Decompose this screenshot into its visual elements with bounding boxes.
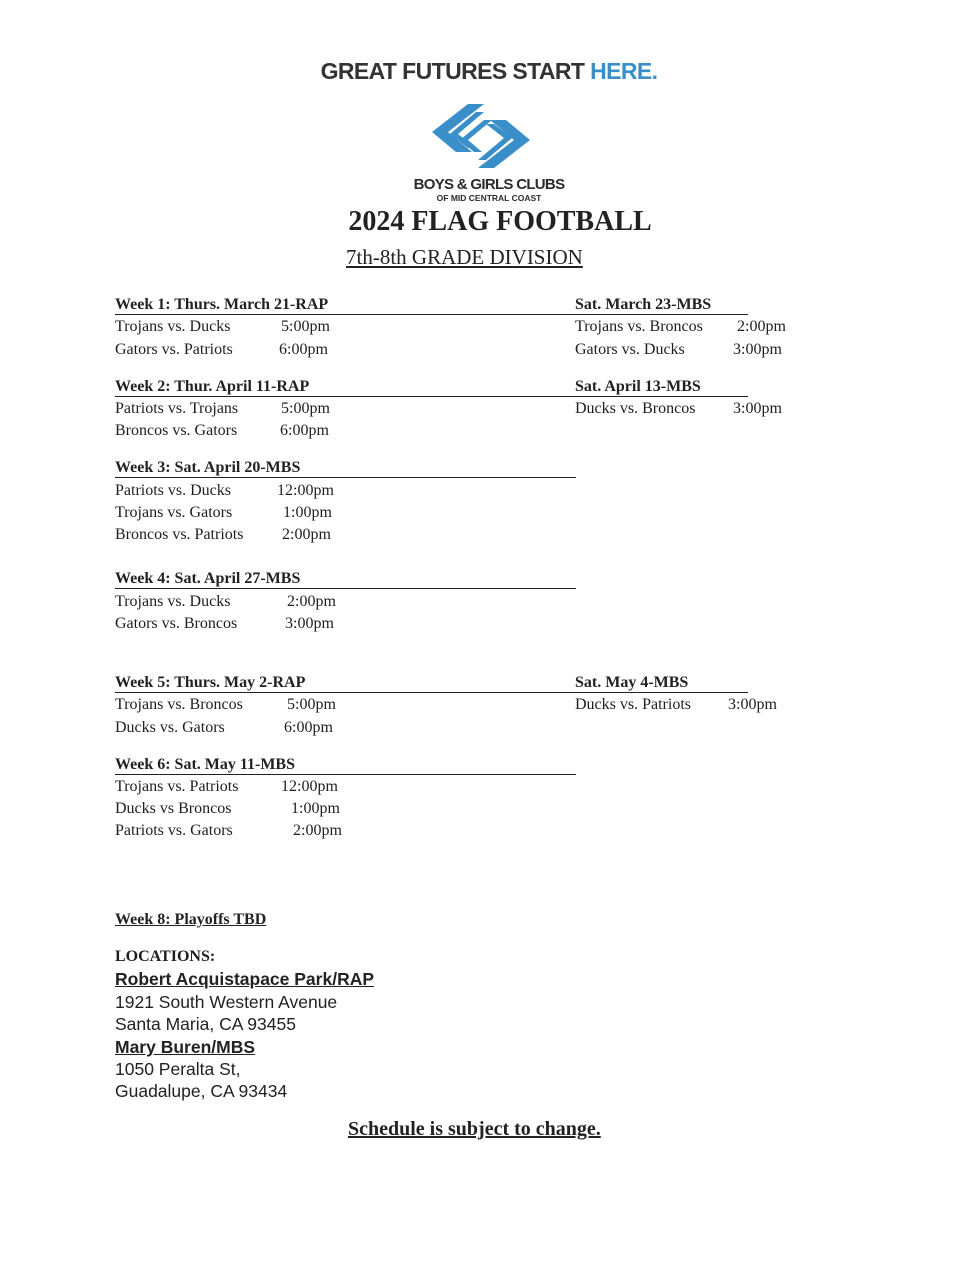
game-time: 12:00pm — [281, 778, 338, 795]
game-matchup: Ducks vs Broncos — [115, 800, 232, 817]
game-time: 2:00pm — [293, 822, 342, 839]
week-heading-right: Sat. May 4-MBS — [575, 674, 689, 691]
week-heading: Week 1: Thurs. March 21-RAP — [115, 296, 329, 313]
org-name: BOYS & GIRLS CLUBS — [413, 176, 565, 193]
heading-rule — [115, 692, 575, 693]
page-subtitle: 7th-8th GRADE DIVISION — [346, 245, 583, 269]
game-time: 2:00pm — [287, 593, 336, 610]
game-time: 1:00pm — [291, 800, 340, 817]
heading-rule — [575, 692, 748, 693]
playoffs-heading: Week 8: Playoffs TBD — [115, 911, 267, 928]
location-name: Mary Buren/MBS — [115, 1037, 256, 1057]
game-time: 2:00pm — [282, 526, 331, 543]
location-address-line: 1921 South Western Avenue — [115, 992, 338, 1012]
game-time: 6:00pm — [280, 422, 329, 439]
heading-rule — [115, 477, 576, 478]
game-matchup: Broncos vs. Patriots — [115, 526, 244, 543]
heading-rule — [115, 588, 576, 589]
tagline-accent: HERE. — [590, 58, 658, 84]
tagline — [0, 58, 978, 85]
schedule-disclaimer: Schedule is subject to change. — [348, 1118, 601, 1140]
game-matchup: Patriots vs. Trojans — [115, 400, 239, 417]
game-time: 1:00pm — [283, 504, 332, 521]
game-matchup: Gators vs. Patriots — [115, 341, 233, 358]
game-matchup: Ducks vs. Gators — [115, 719, 225, 736]
location-address-line: Guadalupe, CA 93434 — [115, 1081, 288, 1101]
game-matchup: Trojans vs. Ducks — [115, 593, 231, 610]
game-time: 2:00pm — [737, 318, 786, 335]
week-heading-right: Sat. April 13-MBS — [575, 378, 701, 395]
page-title: 2024 FLAG FOOTBALL — [348, 206, 652, 237]
heading-rule — [115, 774, 576, 775]
week-heading: Week 6: Sat. May 11-MBS — [115, 756, 295, 773]
game-matchup: Broncos vs. Gators — [115, 422, 238, 439]
week-heading-right: Sat. March 23-MBS — [575, 296, 712, 313]
heading-rule — [575, 396, 748, 397]
location-address-line: 1050 Peralta St, — [115, 1059, 241, 1079]
game-matchup: Gators vs. Ducks — [575, 341, 685, 358]
game-matchup: Gators vs. Broncos — [115, 615, 238, 632]
game-time: 3:00pm — [285, 615, 334, 632]
locations-label: LOCATIONS: — [115, 948, 216, 965]
game-matchup: Trojans vs. Gators — [115, 504, 233, 521]
game-matchup: Ducks vs. Patriots — [575, 696, 691, 713]
heading-rule — [115, 396, 575, 397]
location-name: Robert Acquistapace Park/RAP — [115, 969, 375, 989]
game-time: 5:00pm — [281, 318, 330, 335]
game-matchup: Patriots vs. Gators — [115, 822, 233, 839]
handshake-logo-icon — [426, 100, 536, 177]
week-heading: Week 2: Thur. April 11-RAP — [115, 378, 310, 395]
tagline-main: GREAT FUTURES START — [320, 58, 591, 84]
game-time: 5:00pm — [287, 696, 336, 713]
org-subname: OF MID CENTRAL COAST — [436, 193, 542, 203]
week-heading: Week 5: Thurs. May 2-RAP — [115, 674, 306, 691]
heading-rule — [115, 314, 575, 315]
location-address-line: Santa Maria, CA 93455 — [115, 1014, 296, 1034]
game-matchup: Trojans vs. Broncos — [575, 318, 703, 335]
week-heading: Week 3: Sat. April 20-MBS — [115, 459, 301, 476]
game-matchup: Trojans vs. Ducks — [115, 318, 231, 335]
game-time: 3:00pm — [733, 341, 782, 358]
game-time: 6:00pm — [284, 719, 333, 736]
game-time: 3:00pm — [728, 696, 777, 713]
game-time: 6:00pm — [279, 341, 328, 358]
game-matchup: Ducks vs. Broncos — [575, 400, 696, 417]
game-time: 3:00pm — [733, 400, 782, 417]
week-heading: Week 4: Sat. April 27-MBS — [115, 570, 301, 587]
heading-rule — [575, 314, 748, 315]
game-time: 12:00pm — [277, 482, 334, 499]
game-matchup: Trojans vs. Broncos — [115, 696, 243, 713]
game-time: 5:00pm — [281, 400, 330, 417]
game-matchup: Trojans vs. Patriots — [115, 778, 239, 795]
game-matchup: Patriots vs. Ducks — [115, 482, 231, 499]
